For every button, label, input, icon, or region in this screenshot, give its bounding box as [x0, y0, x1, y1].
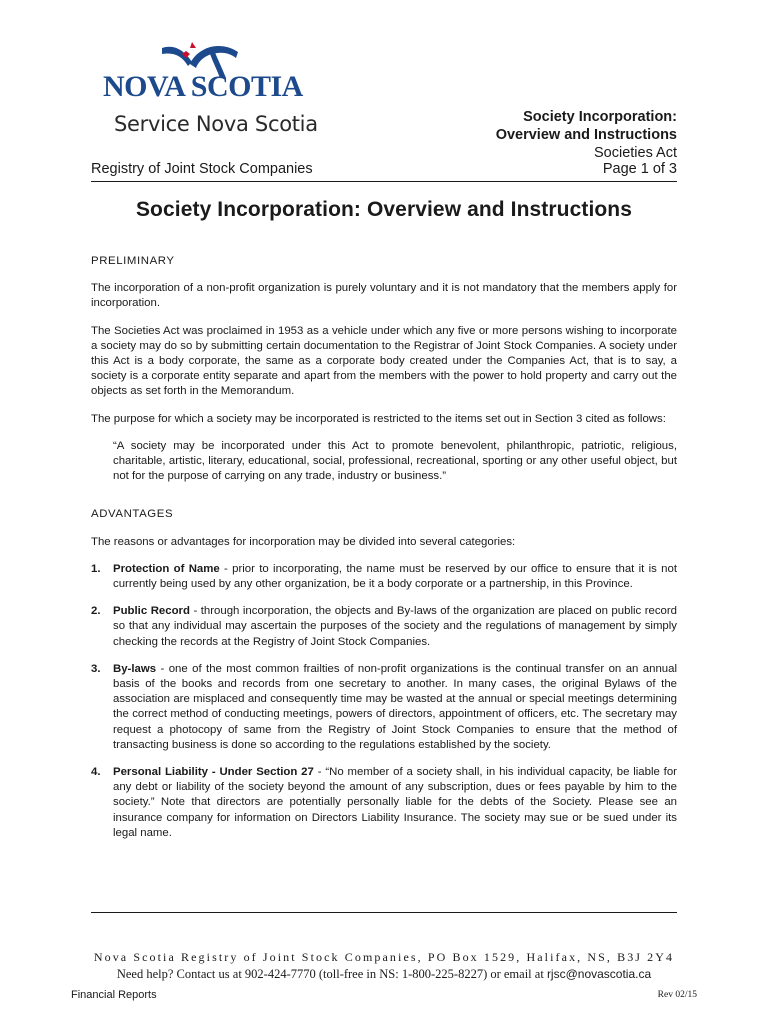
header-title-block [496, 108, 677, 162]
logo-wordmark: NOVA SCOTIA [103, 70, 303, 103]
footer-left-label: Financial Reports [71, 989, 157, 1001]
page-number: Page 1 of 3 [602, 161, 677, 177]
nova-scotia-logo [100, 40, 318, 140]
document-title: Society Incorporation: Overview and Instructions [135, 198, 633, 221]
section-3-quote: “A society may be incorporated under this Act to promote benevolent, philanthropic, patriotic, religious, charitable, artistic, literary, educational, social, professional, recreational, sporting or any other useful object, but not for the purpose of carrying on any trade, industry or business.” [113, 439, 677, 483]
list-item: 4. Personal Liability - Under Section 27 - “No member of a society shall, in his individual capacity, be liable for any debt or liability of the society beyond the amount of any subscription, dues or fees payable by him to the society.” Note that directors are potentially personally liable for the debts of the Society. Please see an insurance company for information on Directors Liability Insurance. The society may sue or be sued under its legal name. [91, 766, 677, 839]
header-title-line1: Society Incorporation: [523, 109, 677, 125]
list-item-text: - through incorporation, the objects and By-laws of the organization are placed on public record so that any individual may ascertain the purposes of the society and the regulations of management by simply checking the records at the Registry of Joint Stock Companies. [113, 605, 677, 648]
paragraph: The purpose for which a society may be incorporated is restricted to the items set out in Section 3 cited as follows: [91, 412, 666, 425]
logo-service-name: Service Nova Scotia [114, 112, 318, 136]
header-divider [91, 181, 677, 182]
list-item-text: - one of the most common frailties of non-profit organizations is the continual transfer on an annual basis of the books and records from one secretary to another. In many cases, the original Bylaws of the association are misplaced and consequently time may be wasted at the annual or special meetings determining the correct method of conducting meetings, powers of directors, appointment of officers, etc. The secretary may request a photocopy of same from the Registry of Joint Stock Companies to ensure that the method of transacting business is done so according to the regulations established by the society. [113, 662, 677, 751]
header-act: Societies Act [593, 145, 677, 161]
footer-address: Nova Scotia Registry of Joint Stock Companies, PO Box 1529, Halifax, NS, B3J 2Y4 [93, 950, 675, 964]
header-title-line2: Overview and Instructions [495, 127, 677, 143]
list-item: 3. By-laws - one of the most common frailties of non-profit organizations is the continual transfer on an annual basis of the books and records from one secretary to another. In many cases, the original Bylaws of the association are misplaced and consequently time may be wasted at the annual or special meetings determining the correct method of conducting meetings, powers of directors, appointment of officers, etc. The secretary may request a photocopy of same from the Registry of Joint Stock Companies to ensure that the method of transacting business is done so according to the regulations established by the society. [91, 662, 677, 751]
paragraph: The incorporation of a non-profit organization is purely voluntary and it is not mandatory that the members apply for incorporation. [91, 282, 677, 310]
list-item-text: - “No member of a society shall, in his individual capacity, be liable for any debt or liability of the society beyond the amount of any subscription, dues or fees payable by him to the society.” Note that directors are potentially personally liable for the debts of the Society. Please see an insurance company for information on Directors Liability Insurance. The society may sue or be sued under its legal name. [113, 766, 677, 839]
paragraph: The reasons or advantages for incorporation may be divided into several categories: [91, 535, 516, 548]
paragraph: The Societies Act was proclaimed in 1953 as a vehicle under which any five or more persons wishing to incorporate a society may do so by submitting certain documentation to the Registrar of Joint Stock Companies. A society under this Act is a body corporate, the same as a corporate body created under the Companies Act, that is to say, a society is a corporate entity separate and apart from the members with the power to hold property and carry out the objects as set forth in the Memorandum. [91, 324, 677, 398]
footer-divider [91, 912, 677, 913]
list-item-text: - prior to incorporating, the name must be reserved by our office to ensure that it is not currently being used by any other organization, be it a body corporate or a partnership, in this Province. [113, 562, 678, 591]
list-item-term: Personal Liability - Under Section 27 [113, 766, 314, 779]
section-heading-preliminary: PRELIMINARY [91, 255, 175, 267]
document-body [91, 254, 677, 853]
footer-help [0, 967, 768, 982]
list-item-term: Protection of Name [113, 562, 220, 575]
footer-help-text: Need help? Contact us at 902-424-7770 (toll-free in NS: 1-800-225-8227) or email at [116, 967, 547, 981]
section-heading-advantages: ADVANTAGES [91, 508, 174, 521]
footer-email-link[interactable]: rjsc@novascotia.ca [546, 967, 652, 981]
footer-revision: Rev 02/15 [657, 990, 697, 1000]
list-item-term: By-laws [113, 662, 157, 675]
list-item: 1. Protection of Name - prior to incorporating, the name must be reserved by our office to ensure that it is not currently being used by any other organization, be it a body corporate or a partnership, in this Province. [91, 562, 678, 591]
list-item-term: Public Record [113, 605, 190, 618]
advantages-list [91, 562, 677, 841]
list-item: 2. Public Record - through incorporation, the objects and By-laws of the organization are placed on public record so that any individual may ascertain the purposes of the society and the regulations of management by simply checking the records at the Registry of Joint Stock Companies. [91, 605, 677, 648]
header-registry: Registry of Joint Stock Companies [91, 161, 313, 177]
